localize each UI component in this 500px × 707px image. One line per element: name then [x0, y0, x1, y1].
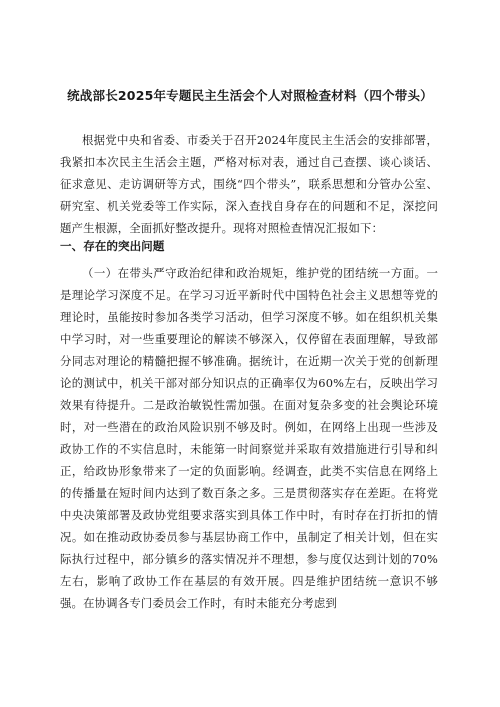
intro-paragraph: 根据党中央和省委、市委关于召开2024年度民主生活会的安排部署，我紧扣本次民主生活会主题，严格对标对表，通过自己查摆、谈心谈话、征求意见、走访调研等方式，围绕“四个带头”，联系思想和分管办公室、研究室、机关党委等工作实际，深入查找自身存在的问题和不足，深挖问题产生根源，全面抓好整改提升。现将对照检查情况汇报如下： — [60, 133, 438, 235]
body-paragraph: （一）在带头严守政治纪律和政治规矩，维护党的团结统一方面。一是理论学习深度不足。在学习习近平新时代中国特色社会主义思想等党的理论时，虽能按时参加各类学习活动，但学习深度不够。如在组织机关集中学习时，对一些重要理论的解读不够深入，仅停留在表面理解，导致部分同志对理论的精髓把握不够准确。据统计，在近期一次关于党的创新理论的测试中，机关干部对部分知识点的正确率仅为60%左右，反映出学习效果有待提升。二是政治敏锐性需加强。在面对复杂多变的社会舆论环境时，对一些潜在的政治风险识别不够及时。例如，在网络上出现一些涉及政协工作的不实信息时，未能第一时间察觉并采取有效措施进行引导和纠正，给政协形象带来了一定的负面影响。经调查，此类不实信息在网络上的传播量在短时间内达到了数百条之多。三是贯彻落实存在差距。在将党中央决策部署及政协党组要求落实到具体工作中时，有时存在打折扣的情况。如在推动政协委员参与基层协商工作中，虽制定了相关计划，但在实际执行过程中，部分镇乡的落实情况并不理想，参与度仅达到计划的70%左右，影响了政协工作在基层的有效开展。四是维护团结统一意识不够强。在协调各专门委员会工作时，有时未能充分考虑到 — [60, 266, 438, 610]
document-title: 统战部长2025年专题民主生活会个人对照检查材料（四个带头） — [67, 88, 433, 103]
section-heading: 一、存在的突出问题 — [60, 239, 165, 253]
